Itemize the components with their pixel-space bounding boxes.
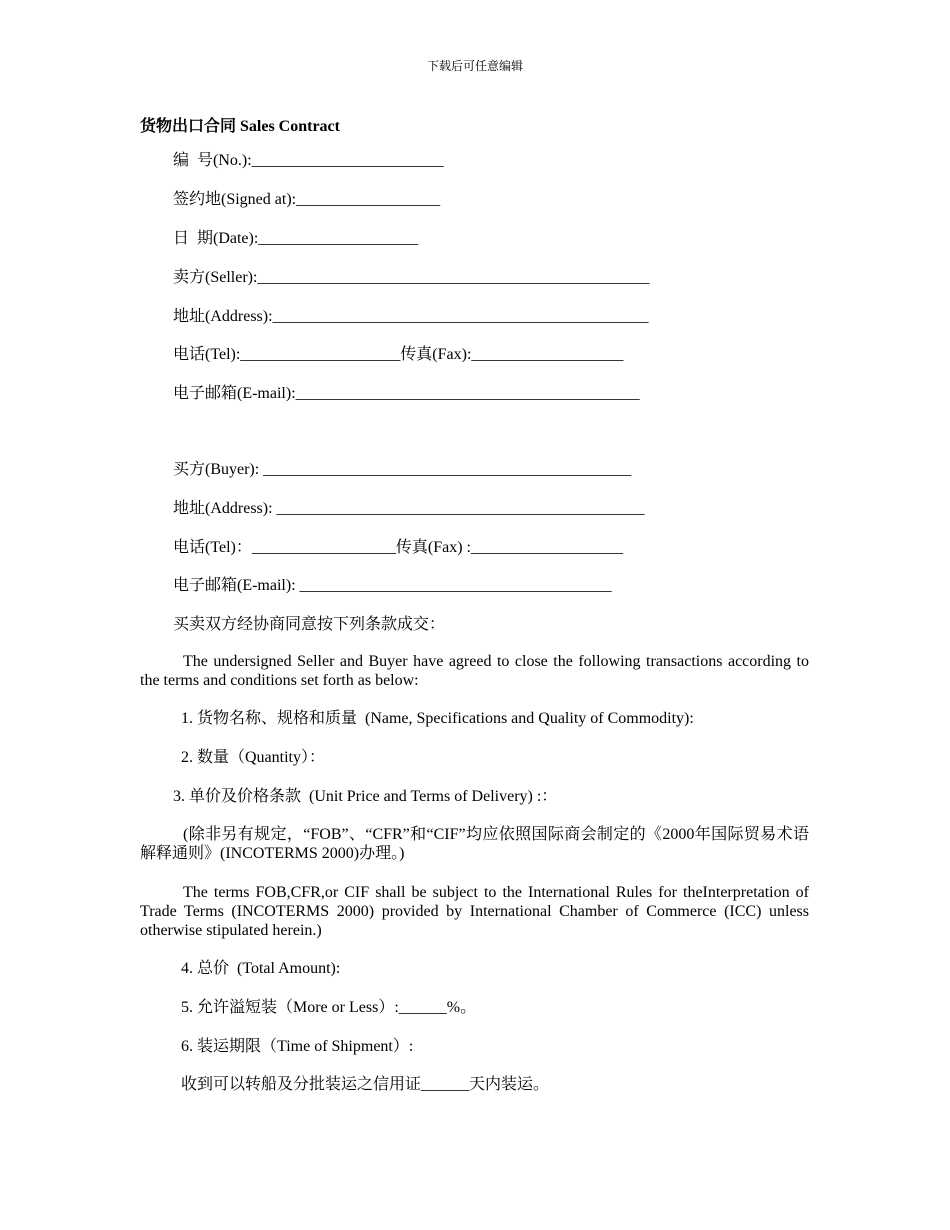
field-seller: 卖方(Seller):_________________________________________________ <box>173 269 650 286</box>
clause-5: 5. 允许溢短装（More or Less）:______%。 <box>181 999 477 1016</box>
clause-3-note-en <box>140 883 809 940</box>
agreement-cn: 买卖双方经协商同意按下列条款成交： <box>173 616 446 633</box>
field-signed-at: 签约地(Signed at):__________________ <box>173 191 441 208</box>
clause-2: 2. 数量（Quantity）： <box>181 749 325 766</box>
clause-4: 4. 总价 (Total Amount): <box>181 960 341 977</box>
clause-6-detail: 收到可以转船及分批装运之信用证______天内装运。 <box>181 1076 550 1093</box>
clause-3-note-cn <box>140 825 809 863</box>
field-seller-address: 地址(Address):_______________________________________________ <box>173 308 649 325</box>
field-buyer-address: 地址(Address): ______________________________________________ <box>173 500 645 517</box>
field-no: 编 号(No.):________________________ <box>173 152 444 169</box>
clause-3: 3. 单价及价格条款 (Unit Price and Terms of Delivery) :： <box>173 788 558 805</box>
field-seller-email: 电子邮箱(E-mail):___________________________________________ <box>173 385 640 402</box>
contract-title: 货物出口合同 Sales Contract <box>140 118 340 135</box>
clause-3-note-en-text: The terms FOB,CFR,or CIF shall be subject to the International Rules for theInterpretation of Trade Terms (INCOTERMS 2000) provided by International Chamber of Commerce (ICC) unless otherwise stipulated herein.) <box>140 884 809 939</box>
field-seller-tel-fax: 电话(Tel):____________________传真(Fax):___________________ <box>173 346 624 363</box>
agreement-en-text: The undersigned Seller and Buyer have agreed to close the following transactions according to the terms and conditions set forth as below: <box>140 653 809 689</box>
agreement-en <box>140 652 809 690</box>
field-buyer-email: 电子邮箱(E-mail): _______________________________________ <box>173 577 612 594</box>
clause-3-note-cn-text: (除非另有规定，“FOB”、“CFR”和“CIF”均应依照国际商会制定的《2000年国际贸易术语解释通则》(INCOTERMS 2000)办理。) <box>140 826 809 862</box>
page-header: 下载后可任意编辑 <box>426 59 523 73</box>
field-buyer-tel-fax: 电话(Tel)：__________________传真(Fax) :___________________ <box>173 539 623 556</box>
clause-1: 1. 货物名称、规格和质量 (Name, Specifications and Quality of Commodity): <box>181 710 694 727</box>
field-date: 日 期(Date):____________________ <box>173 230 419 247</box>
clause-6: 6. 装运期限（Time of Shipment）: <box>181 1038 414 1055</box>
field-buyer: 买方(Buyer): ______________________________________________ <box>173 461 632 478</box>
